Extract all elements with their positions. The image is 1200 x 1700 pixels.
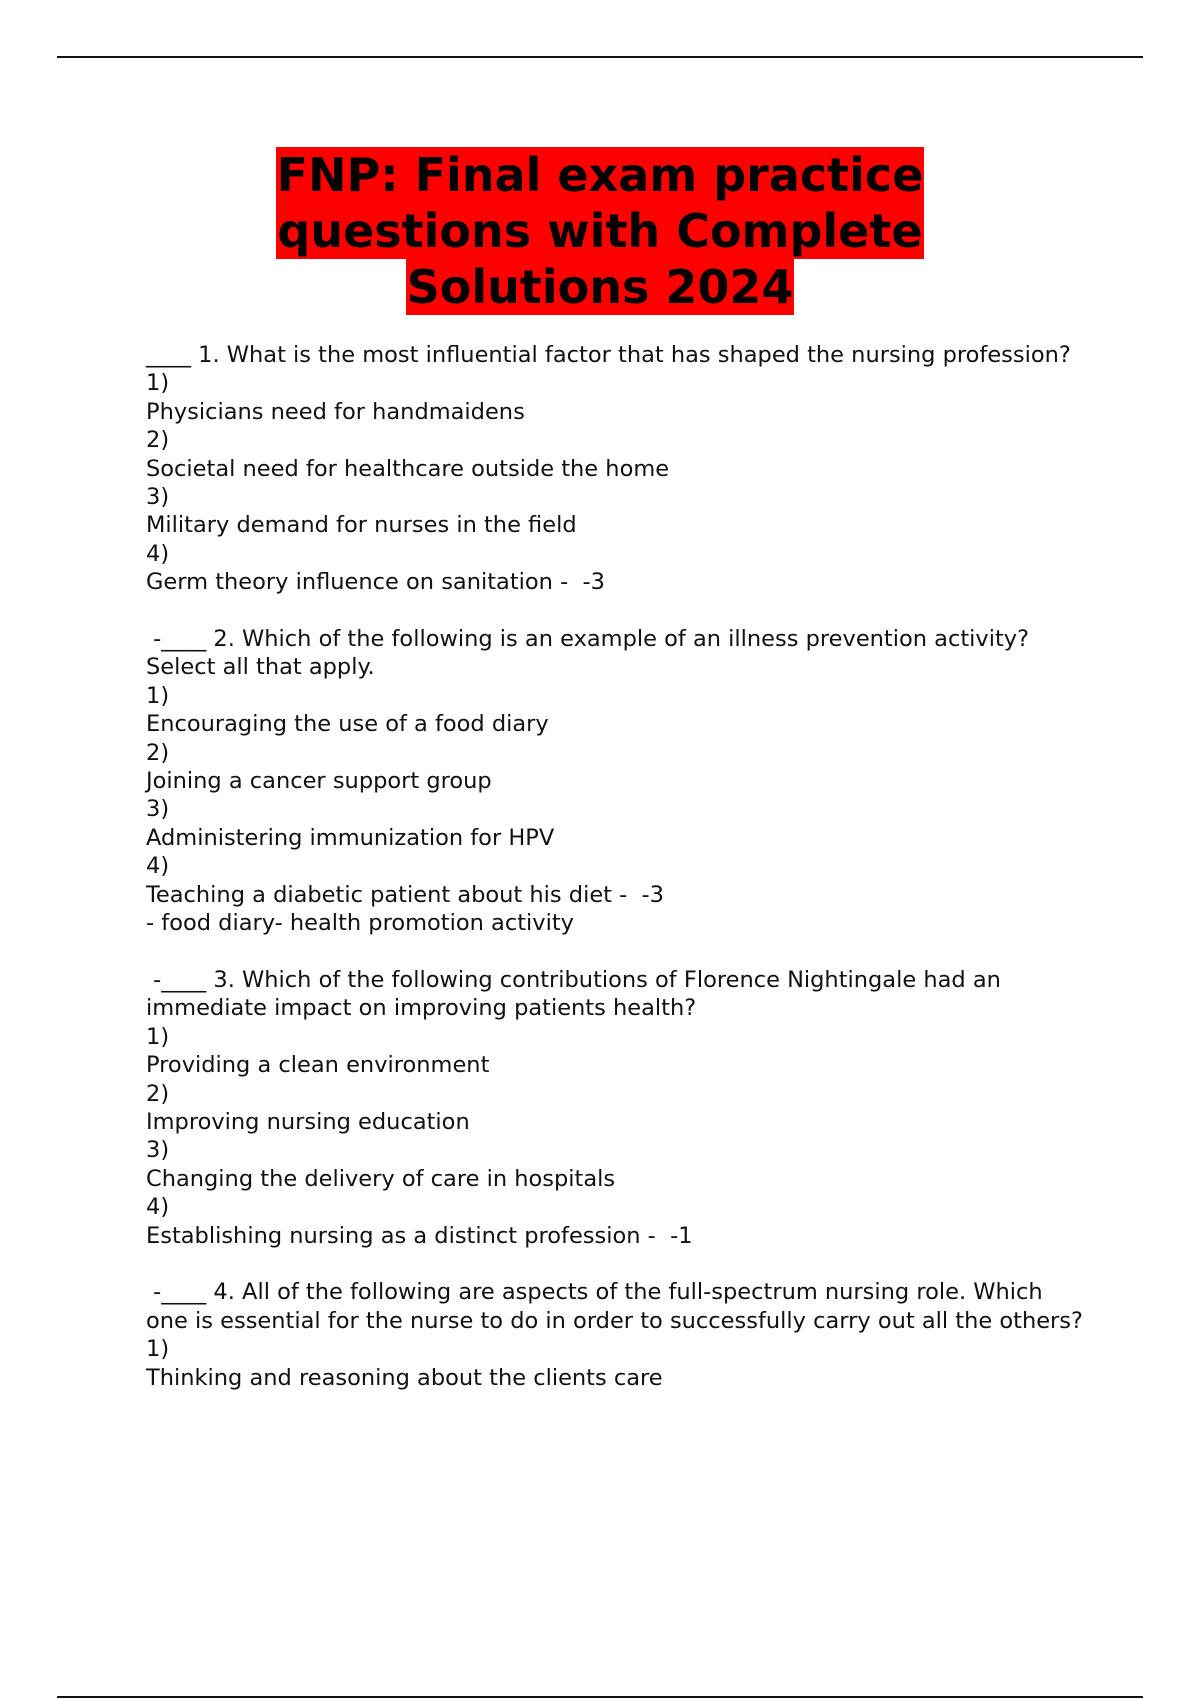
option-number: 2) (146, 427, 170, 454)
document-title (0, 147, 1200, 315)
question-3 (146, 966, 1086, 1250)
option-number: 1) (146, 1336, 170, 1363)
option-text: Providing a clean environment (146, 1052, 490, 1079)
option-text: Changing the delivery of care in hospitals (146, 1165, 616, 1192)
option-text: Societal need for healthcare outside the home (146, 455, 670, 482)
option-text: Military demand for nurses in the field (146, 512, 577, 539)
option-number: 1) (146, 1023, 170, 1050)
option-text: Improving nursing education (146, 1108, 470, 1135)
option-number: 2) (146, 739, 170, 766)
question-list (146, 341, 1086, 1420)
question-stem: ____ 1. What is the most influential factor that has shaped the nursing profession? (146, 342, 1071, 368)
option-number: 4) (146, 1194, 170, 1221)
option-number: 1) (146, 370, 170, 397)
question-2 (146, 625, 1086, 937)
option-text: Administering immunization for HPV (146, 824, 555, 851)
title-line: Solutions 2024 (406, 260, 794, 314)
option-text: Joining a cancer support group (146, 768, 492, 795)
option-text: Establishing nursing as a distinct profession - -1 (146, 1222, 693, 1249)
option-text: Teaching a diabetic patient about his diet - -3 (146, 881, 664, 908)
option-number: 3) (146, 1137, 170, 1164)
top-rule (57, 56, 1143, 58)
bottom-rule (57, 1696, 1143, 1698)
option-number: 4) (146, 540, 170, 567)
question-4 (146, 1278, 1086, 1392)
option-text: Germ theory influence on sanitation - -3 (146, 569, 605, 596)
option-number: 3) (146, 484, 170, 511)
option-number: 2) (146, 1080, 170, 1107)
title-line: questions with Complete (277, 204, 923, 258)
question-stem: -____ 4. All of the following are aspects of the full-spectrum nursing role. Which one is essential for the nurse to do in order to successfully carry out all the others? (146, 1279, 1083, 1334)
title-line: FNP: Final exam practice (276, 148, 924, 202)
option-text: Encouraging the use of a food diary (146, 711, 549, 738)
question-stem: -____ 3. Which of the following contributions of Florence Nightingale had an immediate impact on improving patients health? (146, 966, 1009, 1022)
option-number: 3) (146, 796, 170, 823)
option-text: Thinking and reasoning about the clients care (146, 1364, 663, 1391)
option-number: 4) (146, 853, 170, 880)
question-stem: -____ 2. Which of the following is an example of an illness prevention activity? Select all that apply. (146, 626, 1037, 681)
option-number: 1) (146, 682, 170, 709)
option-text: Physicians need for handmaidens (146, 398, 525, 425)
answer-note: - food diary- health promotion activity (146, 910, 574, 937)
question-1 (146, 341, 1086, 597)
